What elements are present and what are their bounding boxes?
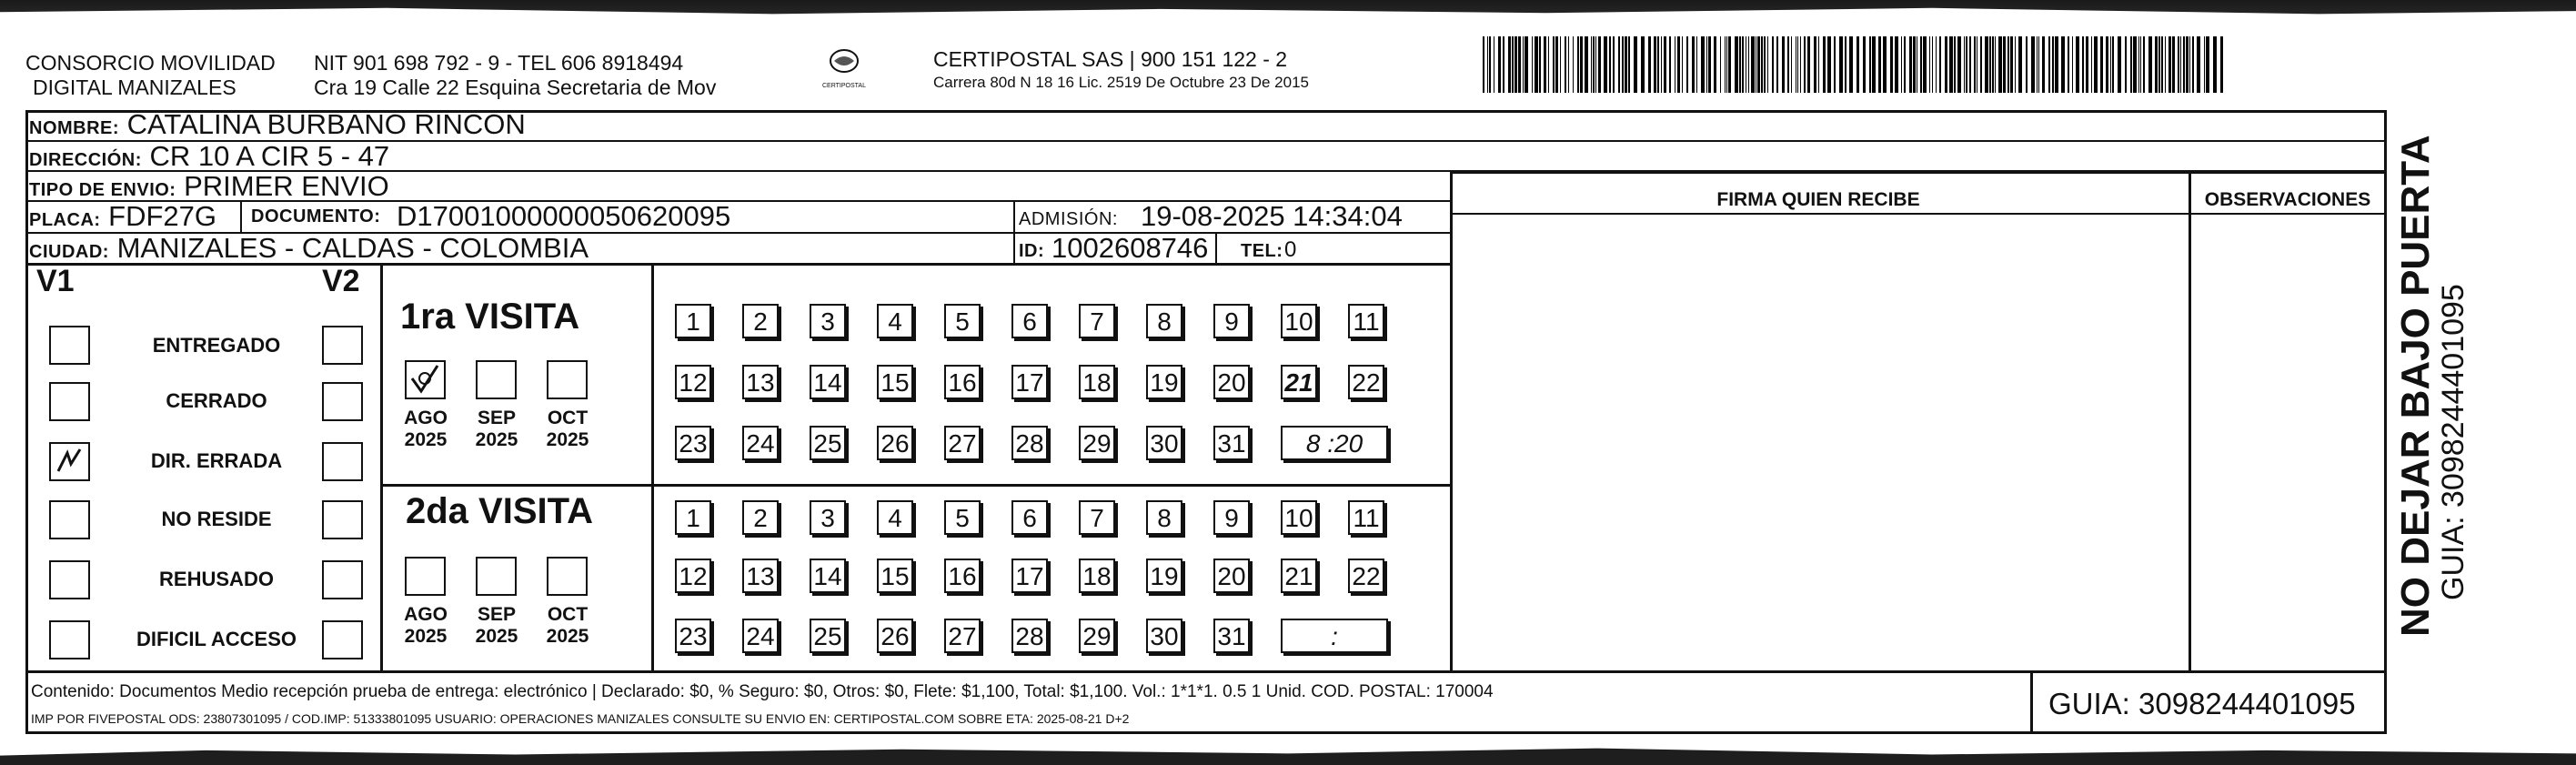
day-box[interactable]: 25 xyxy=(810,619,846,653)
day-box[interactable]: 4 xyxy=(877,304,913,338)
side-label xyxy=(2393,55,2478,637)
company-contact xyxy=(314,51,716,100)
month-label xyxy=(470,604,523,648)
day-box[interactable]: 22 xyxy=(1348,365,1384,399)
day-box[interactable]: 4 xyxy=(877,500,913,535)
day-box[interactable]: 5 xyxy=(944,500,981,535)
admision-label: ADMISIÓN: xyxy=(1019,209,1118,229)
day-box[interactable]: 8 xyxy=(1146,500,1182,535)
day-box[interactable]: 17 xyxy=(1011,365,1048,399)
month-name: SEP xyxy=(477,408,517,428)
month-year: 2025 xyxy=(475,626,518,647)
nombre-label: NOMBRE: xyxy=(29,118,120,138)
day-box[interactable]: 6 xyxy=(1011,500,1048,535)
check-icon xyxy=(51,444,87,478)
month-checkbox[interactable] xyxy=(547,557,588,596)
day-box[interactable]: 23 xyxy=(675,426,711,460)
day-box[interactable]: 2 xyxy=(742,500,779,535)
day-box[interactable]: 13 xyxy=(742,559,779,593)
day-box[interactable]: 7 xyxy=(1079,500,1115,535)
day-box[interactable]: 24 xyxy=(742,426,779,460)
signature-top-border xyxy=(1450,172,2387,174)
direccion-label: DIRECCIÓN: xyxy=(29,150,142,170)
day-box[interactable]: 17 xyxy=(1011,559,1048,593)
day-box[interactable]: 3 xyxy=(810,500,846,535)
v2-checkbox[interactable] xyxy=(322,326,363,365)
month-year: 2025 xyxy=(475,429,518,450)
day-box[interactable]: 13 xyxy=(742,365,779,399)
firma-label: FIRMA QUIEN RECIBE xyxy=(1716,189,1920,210)
ciudad-row xyxy=(25,234,1452,266)
company-name xyxy=(25,51,276,100)
day-box[interactable]: 16 xyxy=(944,365,981,399)
month-checkbox[interactable] xyxy=(476,557,517,596)
time-box[interactable]: : xyxy=(1281,619,1388,653)
ciudad-label: CIUDAD: xyxy=(29,242,109,262)
day-box[interactable]: 30 xyxy=(1146,426,1182,460)
day-box[interactable]: 19 xyxy=(1146,559,1182,593)
placa-divider xyxy=(240,202,242,234)
day-box[interactable]: 15 xyxy=(877,365,913,399)
contenido-text: Contenido: Documentos Medio recepción prueba de entrega: electrónico | Declarado: $0, % Seguro: $0, Otros: $0, Flete: $1,100, Total: $1,100. Vol.: 1*1*1. 0.5 1 Unid. COD. POSTAL: 170004 xyxy=(31,682,1494,701)
tipo-label: TIPO DE ENVIO: xyxy=(29,180,176,200)
documento-label: DOCUMENTO: xyxy=(251,206,381,226)
day-box[interactable]: 7 xyxy=(1079,304,1115,338)
visit2-title: 2da VISITA xyxy=(406,491,593,531)
company-line-2: DIGITAL MANIZALES xyxy=(33,75,236,99)
v1-checkbox[interactable] xyxy=(49,326,90,365)
day-box[interactable]: 1 xyxy=(675,304,711,338)
month-checkbox[interactable] xyxy=(476,360,517,399)
day-box[interactable]: 31 xyxy=(1213,619,1250,653)
day-box[interactable]: 20 xyxy=(1213,559,1250,593)
day-box[interactable]: 5 xyxy=(944,304,981,338)
placa-label: PLACA: xyxy=(29,210,101,230)
day-box[interactable]: 21 xyxy=(1281,559,1317,593)
status-option-label: ENTREGADO xyxy=(152,334,281,357)
day-box[interactable]: 11 xyxy=(1348,304,1384,338)
id-label: ID: xyxy=(1019,241,1045,261)
day-box[interactable]: 1 xyxy=(675,500,711,535)
check-icon xyxy=(407,362,443,397)
month-label xyxy=(541,408,594,451)
day-box[interactable]: 11 xyxy=(1348,500,1384,535)
v1-checkbox[interactable] xyxy=(49,382,90,421)
month-name: OCT xyxy=(547,408,589,428)
tel-label: TEL: xyxy=(1241,241,1283,261)
admision-value: 19-08-2025 14:34:04 xyxy=(1141,200,1403,232)
day-box[interactable]: 16 xyxy=(944,559,981,593)
v1-checkbox[interactable] xyxy=(49,620,90,659)
v2-checkbox[interactable] xyxy=(322,620,363,659)
v1-label: V1 xyxy=(36,264,75,298)
day-box[interactable]: 10 xyxy=(1281,500,1317,535)
day-box[interactable]: 2 xyxy=(742,304,779,338)
month-label xyxy=(470,408,523,451)
day-box[interactable]: 27 xyxy=(944,426,981,460)
day-box[interactable]: 9 xyxy=(1213,304,1250,338)
month-year: 2025 xyxy=(546,626,589,647)
month-name: AGO xyxy=(404,408,448,428)
month-checkbox[interactable] xyxy=(405,360,446,399)
observaciones-divider xyxy=(2189,172,2191,670)
logo-text: CERTIPOSTAL xyxy=(822,83,866,89)
nombre-value: CATALINA BURBANO RINCON xyxy=(126,108,526,140)
months-divider xyxy=(651,266,654,670)
certipostal-logo xyxy=(817,47,871,98)
day-box[interactable]: 31 xyxy=(1213,426,1250,460)
status-option-label: NO RESIDE xyxy=(161,508,272,530)
month-year: 2025 xyxy=(404,626,448,647)
v2-checkbox[interactable] xyxy=(322,560,363,599)
day-box[interactable]: 26 xyxy=(877,619,913,653)
day-box[interactable]: 24 xyxy=(742,619,779,653)
tipo-row xyxy=(25,172,1452,202)
day-box[interactable]: 10 xyxy=(1281,304,1317,338)
nit-line: NIT 901 698 792 - 9 - TEL 606 8918494 xyxy=(314,51,684,75)
id-value: 1002608746 xyxy=(1052,232,1209,264)
v2-checkbox[interactable] xyxy=(322,500,363,539)
barcode xyxy=(1483,36,2229,93)
ciudad-value: MANIZALES - CALDAS - COLOMBIA xyxy=(116,232,589,264)
month-name: SEP xyxy=(477,604,517,625)
direccion-row xyxy=(25,142,2387,172)
v2-checkbox[interactable] xyxy=(322,442,363,481)
certipostal-line-1: CERTIPOSTAL SAS | 900 151 122 - 2 xyxy=(933,47,1288,71)
signature-header-divider xyxy=(1450,213,2387,215)
side-warning: NO DEJAR BAJO PUERTA xyxy=(2393,135,2438,637)
torn-edge-bottom xyxy=(0,744,2576,765)
status-option-label: CERRADO xyxy=(166,389,267,412)
month-label xyxy=(541,604,594,648)
month-name: AGO xyxy=(404,604,448,625)
day-box[interactable]: 29 xyxy=(1079,426,1115,460)
tel-value: 0 xyxy=(1284,237,1297,262)
visit-divider xyxy=(380,484,1450,487)
v2-label: V2 xyxy=(322,264,360,298)
day-box[interactable]: 18 xyxy=(1079,559,1115,593)
day-box[interactable]: 14 xyxy=(810,559,846,593)
day-box[interactable]: 26 xyxy=(877,426,913,460)
v1-checkbox[interactable] xyxy=(49,500,90,539)
footer-guia: GUIA: 3098244401095 xyxy=(2048,687,2356,720)
v1-checkbox[interactable] xyxy=(49,560,90,599)
status-divider xyxy=(380,266,383,670)
certipostal-info xyxy=(933,47,1309,94)
certipostal-line-2: Carrera 80d N 18 16 Lic. 2519 De Octubre 23 De 2015 xyxy=(933,74,1309,91)
tipo-value: PRIMER ENVIO xyxy=(184,170,389,202)
v2-checkbox[interactable] xyxy=(322,382,363,421)
day-box[interactable]: 29 xyxy=(1079,619,1115,653)
day-box[interactable]: 22 xyxy=(1348,559,1384,593)
day-box[interactable]: 9 xyxy=(1213,500,1250,535)
day-box[interactable]: 30 xyxy=(1146,619,1182,653)
day-box[interactable]: 21 xyxy=(1281,365,1317,399)
day-box[interactable]: 25 xyxy=(810,426,846,460)
address-line: Cra 19 Calle 22 Esquina Secretaria de Mov xyxy=(314,75,717,99)
observaciones-label: OBSERVACIONES xyxy=(2204,189,2371,210)
day-box[interactable]: 19 xyxy=(1146,365,1182,399)
month-label xyxy=(399,604,452,648)
day-box[interactable]: 14 xyxy=(810,365,846,399)
status-option-label: REHUSADO xyxy=(159,568,274,590)
day-box[interactable]: 6 xyxy=(1011,304,1048,338)
direccion-value: CR 10 A CIR 5 - 47 xyxy=(149,140,390,172)
day-box[interactable]: 18 xyxy=(1079,365,1115,399)
day-box[interactable]: 28 xyxy=(1011,619,1048,653)
day-box[interactable]: 15 xyxy=(877,559,913,593)
day-box[interactable]: 8 xyxy=(1146,304,1182,338)
placa-value: FDF27G xyxy=(108,200,217,232)
torn-edge-top xyxy=(0,0,2576,20)
v1-checkbox[interactable] xyxy=(49,442,90,481)
day-box[interactable]: 20 xyxy=(1213,365,1250,399)
day-box[interactable]: 3 xyxy=(810,304,846,338)
imp-line: IMP POR FIVEPOSTAL ODS: 23807301095 / COD.IMP: 51333801095 USUARIO: OPERACIONES MANIZALES CONSULTE SU ENVIO EN: CERTIPOSTAL.COM SOBRE ETA: 2025-08-21 D+2 xyxy=(31,711,1130,726)
tel-divider xyxy=(1215,234,1217,266)
month-checkbox[interactable] xyxy=(405,557,446,596)
nombre-row xyxy=(25,110,2387,142)
day-box[interactable]: 12 xyxy=(675,559,711,593)
status-option-label: DIFICIL ACCESO xyxy=(136,628,297,650)
logo-icon xyxy=(826,47,862,78)
month-year: 2025 xyxy=(546,429,589,450)
day-box[interactable]: 27 xyxy=(944,619,981,653)
status-option-label: DIR. ERRADA xyxy=(150,449,283,472)
visit1-title: 1ra VISITA xyxy=(400,297,580,337)
month-label xyxy=(399,408,452,451)
day-box[interactable]: 23 xyxy=(675,619,711,653)
signature-area-divider xyxy=(1450,172,1453,670)
day-box[interactable]: 12 xyxy=(675,365,711,399)
footer-divider xyxy=(2030,670,2033,734)
month-year: 2025 xyxy=(404,429,448,450)
month-checkbox[interactable] xyxy=(547,360,588,399)
side-guia: GUIA: 3098244401095 xyxy=(2436,284,2470,600)
month-name: OCT xyxy=(547,604,589,625)
day-box[interactable]: 28 xyxy=(1011,426,1048,460)
documento-value: D17001000000050620095 xyxy=(397,200,731,232)
company-line-1: CONSORCIO MOVILIDAD xyxy=(25,51,276,75)
time-box[interactable]: 8 :20 xyxy=(1281,426,1388,460)
